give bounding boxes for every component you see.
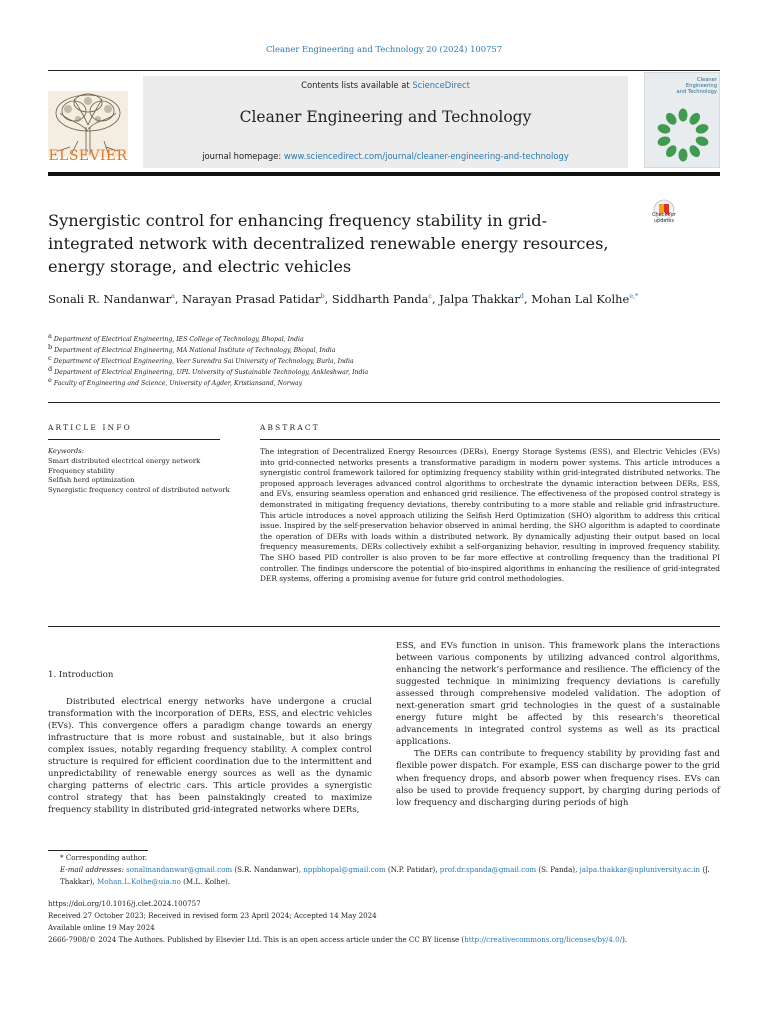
email-link[interactable]: prof.dr.spanda@gmail.com [439, 865, 537, 874]
journal-cover-thumbnail[interactable] [644, 72, 720, 168]
check-for-updates-label[interactable] [644, 213, 684, 224]
email-link[interactable]: Mohan.L.Kolhe@uia.no [97, 876, 181, 886]
keyword-item: Frequency stability [48, 466, 115, 475]
license-statement [48, 934, 720, 946]
email-owner: (S. Panda), [538, 865, 578, 874]
sciencedirect-link[interactable]: ScienceDirect [412, 80, 470, 90]
abstract-bottom-rule [48, 626, 720, 627]
cover-title-line: Engineering [685, 83, 717, 89]
email-link[interactable]: nppbhopal@gmail.com [303, 865, 386, 874]
homepage-link[interactable]: www.sciencedirect.com/journal/cleaner-engineering-and-technology [283, 151, 569, 161]
affiliation-mark: b [48, 343, 53, 351]
keyword-item: Smart distributed electrical energy network [48, 457, 201, 465]
intro-paragraph: The DERs can contribute to frequency stability by providing fast and flexible power dispatch. For example, ESS can discharge power to the grid when frequency drops, and absorb power when frequency rises. EVs can also be used to provide frequency support, by charging during periods of low frequency and discharging during periods of high [396, 749, 720, 808]
journal-title: Cleaner Engineering and Technology [239, 108, 532, 126]
affiliation-marker[interactable]: b [320, 292, 325, 301]
affiliation-line [48, 365, 369, 377]
article-title: Synergistic control for enhancing frequency stability in grid-integrated network with decentralized renewable energy resources, energy storage, and electric vehicles [48, 211, 609, 276]
affiliation-text: Department of Electrical Engineering, Veer Surendra Sai University of Technology, Burla, India [53, 358, 354, 366]
abstract-rule [260, 439, 720, 440]
header-bottom-rule [48, 172, 720, 176]
corresponding-author-note: * Corresponding author. [60, 853, 148, 862]
affiliation-text: Department of Electrical Engineering, IES College of Technology, Bhopal, India [53, 336, 304, 344]
available-online-date: Available online 19 May 2024 [48, 923, 155, 932]
elsevier-wordmark: ELSEVIER [48, 148, 128, 164]
check-for-updates-line: Check for [652, 212, 676, 218]
article-info-heading: ARTICLE INFO [48, 423, 132, 432]
doi-link[interactable]: https://doi.org/10.1016/j.clet.2024.100757 [48, 899, 201, 908]
affiliation-text: Department of Electrical Engineering, MA National Institute of Technology, Bhopal, India [54, 347, 336, 355]
affiliation-marker[interactable]: d [519, 292, 524, 301]
abstract-heading: ABSTRACT [260, 423, 320, 432]
journal-homepage [143, 151, 628, 161]
abstract-body: The integration of Decentralized Energy Resources (DERs), Energy Storage Systems (ESS), and Electric Vehicles (EVs) into grid-connected networks presents a transformative paradigm in modern power systems. This article introduces a synergistic control framework tailored for optimizing frequency stability within grid-integrated distributed networks. The proposed approach leverages advanced control algorithms to orchestrate the dynamic interaction between DERs, ESS, and EVs, ensuring seamless operation and enhanced grid resilience. The effectiveness of the proposed control strategy is demonstrated in mitigating frequency deviations, thereby contributing to a more stable and reliable grid infrastructure. This article introduces a novel approach utilizing the Selfish Herd Optimization (SHO) algorithm to address this critical issue. Inspired by the self-preservation behavior observed in animal herding, the SHO algorithm is adapted to coordinate the operation of DERs with loads within a distributed network. By dynamically adjusting their output based on local frequency measurements, DERs collectively exhibit a self-organizing behavior, resulting in improved frequency stability. The SHO based PID controller is also proven to be far more effective at controlling frequency than the traditional PI controller. The findings underscore the potential of bio-inspired algorithms in enhancing the resilience of grid-integrated DER systems, offering a promising avenue for future grid control methodologies. [260, 447, 720, 584]
cover-graphic [645, 95, 721, 167]
article-info-rule [48, 439, 220, 440]
email-addresses [48, 864, 720, 887]
intro-paragraph: ESS, and EVs function in unison. This framework plans the interactions between various components by utilizing advanced control algorithms, enhancing the network’s performance and resilience. The efficiency of the suggested technique in minimizing frequency deviations is carefully assessed through comprehensive modeled validation. The adoption of next-generation smart grid technologies in the quest of a sustainable energy future might be affected by this research’s theoretical advancements in integrated control systems as well as its practical applications. [396, 641, 720, 748]
email-owner: (S.R. Nandanwar), [234, 865, 301, 874]
author-name: Mohan Lal Kolhe [531, 292, 630, 306]
footnote-rule [48, 850, 148, 851]
author-name: Narayan Prasad Patidar [182, 292, 321, 306]
email-owner: (N.P. Patidar), [387, 865, 438, 874]
keywords-label: Keywords: [48, 447, 85, 455]
author-list: Sonali R. Nandanwar$^a$, Narayan Prasad Patidar$^b$, Siddharth Panda$^c$, Jalpa Thakkar$^d$, Mohan Lal Kolhe$^{e,*}$ [48, 292, 639, 306]
affiliation-mark: d [48, 365, 53, 373]
affiliation-line [48, 343, 336, 355]
email-link[interactable]: jalpa.thakkar@upluniversity.ac.in [579, 865, 701, 874]
contents-availability [143, 80, 628, 90]
email-label: E-mail addresses: [60, 865, 124, 874]
section-heading-introduction: 1. Introduction [48, 670, 114, 680]
affiliation-mark: a [48, 332, 52, 340]
homepage-prefix: journal homepage: [202, 151, 284, 161]
section-divider [48, 402, 720, 403]
cover-title-line: Cleaner [696, 77, 717, 83]
affiliation-marker[interactable]: e,* [629, 292, 639, 301]
email-link[interactable]: sonalinandanwar@gmail.com [126, 865, 233, 874]
received-dates: Received 27 October 2023; Received in revised form 23 April 2024; Accepted 14 May 2024 [48, 911, 377, 920]
affiliation-mark: e [48, 376, 52, 384]
author-name: Siddharth Panda [331, 292, 429, 306]
contents-prefix: Contents lists available at [301, 80, 413, 90]
keyword-item: Selfish herd optimization [48, 476, 135, 485]
affiliation-text: Faculty of Engineering and Science, University of Agder, Kristiansand, Norway [53, 380, 303, 388]
author-name: Jalpa Thakkar [439, 292, 520, 306]
header-top-rule [48, 70, 720, 71]
check-for-updates-line: updates [653, 217, 675, 224]
affiliation-marker[interactable]: c [428, 292, 433, 301]
license-link[interactable]: http://creativecommons.org/licenses/by/4.0/ [464, 935, 623, 944]
license-text: 2666-7908/© 2024 The Authors. Published by Elsevier Ltd. This is an open access article under the CC BY license ( [48, 935, 465, 944]
cover-title [649, 77, 717, 95]
affiliation-line [48, 376, 303, 388]
author-name: Sonali R. Nandanwar [48, 292, 172, 306]
intro-right-column [396, 640, 720, 809]
cover-title-line: and Technology [676, 89, 717, 95]
affiliation-marker[interactable]: a [171, 292, 175, 301]
email-owner: (J. Thakkar), [60, 865, 710, 886]
affiliation-text: Department of Electrical Engineering, UPL University of Sustainable Technology, Ankleshwar, India [54, 369, 369, 377]
journal-reference-link[interactable]: Cleaner Engineering and Technology 20 (2024) 100757 [265, 44, 503, 54]
keyword-item: Synergistic frequency control of distributed network [48, 485, 230, 494]
intro-left-column: Distributed electrical energy networks have undergone a crucial transformation with the incorporation of DERs, ESS, and electric vehicles (EVs). This convergence offers a paradigm change towards an energy infrastructure that is more robust and sustainable, but it also brings complex issues, notably regarding frequency stability. A complex control structure is required for efficient coordination due to the intermittent and unpredictability of renewable energy sources as well as the dynamic charging patterns of electric cars. This article provides a synergistic control strategy that has been painstakingly created to maximize frequency stability in distributed grid-integrated networks where DERs, [48, 697, 372, 816]
corresponding-author-text: Corresponding author. [65, 853, 148, 862]
affiliation-line [48, 354, 354, 366]
license-suffix: ). [622, 935, 628, 944]
affiliation-mark: c [48, 354, 52, 362]
email-owner: (M.L. Kolhe). [183, 876, 231, 886]
affiliation-line [48, 332, 304, 344]
keywords-list [48, 457, 233, 495]
